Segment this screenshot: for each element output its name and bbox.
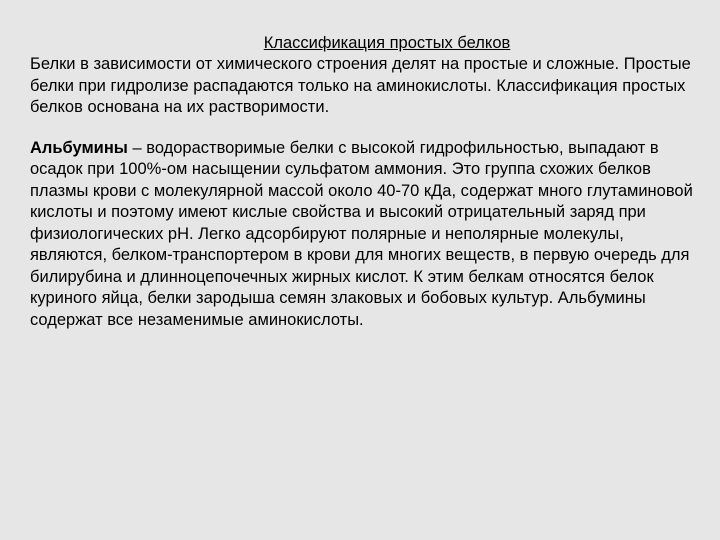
intro-paragraph: Белки в зависимости от химического строения делят на простые и сложные. Простые белки при гидролизе распадаются только на аминокислоты. Классификация простых белков основана на их растворимости. bbox=[30, 55, 691, 116]
document-title: Классификация простых белков bbox=[263, 34, 511, 52]
albumins-description: – водорастворимые белки с высокой гидрофильностью, выпадают в осадок при 100%-ом насыщении сульфатом аммония. Это группа схожих белков плазмы крови с молекулярной массой около 40-70 кДа, содержат много глутаминовой кислоты и поэтому имеют кислые свойства и высокий отрицательный заряд при физиологических pH. Легко адсорбируют полярные и неполярные молекулы, являются, белком-транспортером в крови для многих веществ, в первую очередь для билирубина и длинноцепочечных жирных кислот. К этим белкам относятся белок куриного яйца, белки зародыша семян злаковых и бобовых культур. Альбумины содержат все незаменимые аминокислоты. bbox=[30, 138, 693, 329]
albumins-term: Альбумины bbox=[30, 138, 128, 157]
albumins-paragraph bbox=[30, 138, 700, 332]
document-content bbox=[30, 33, 700, 331]
